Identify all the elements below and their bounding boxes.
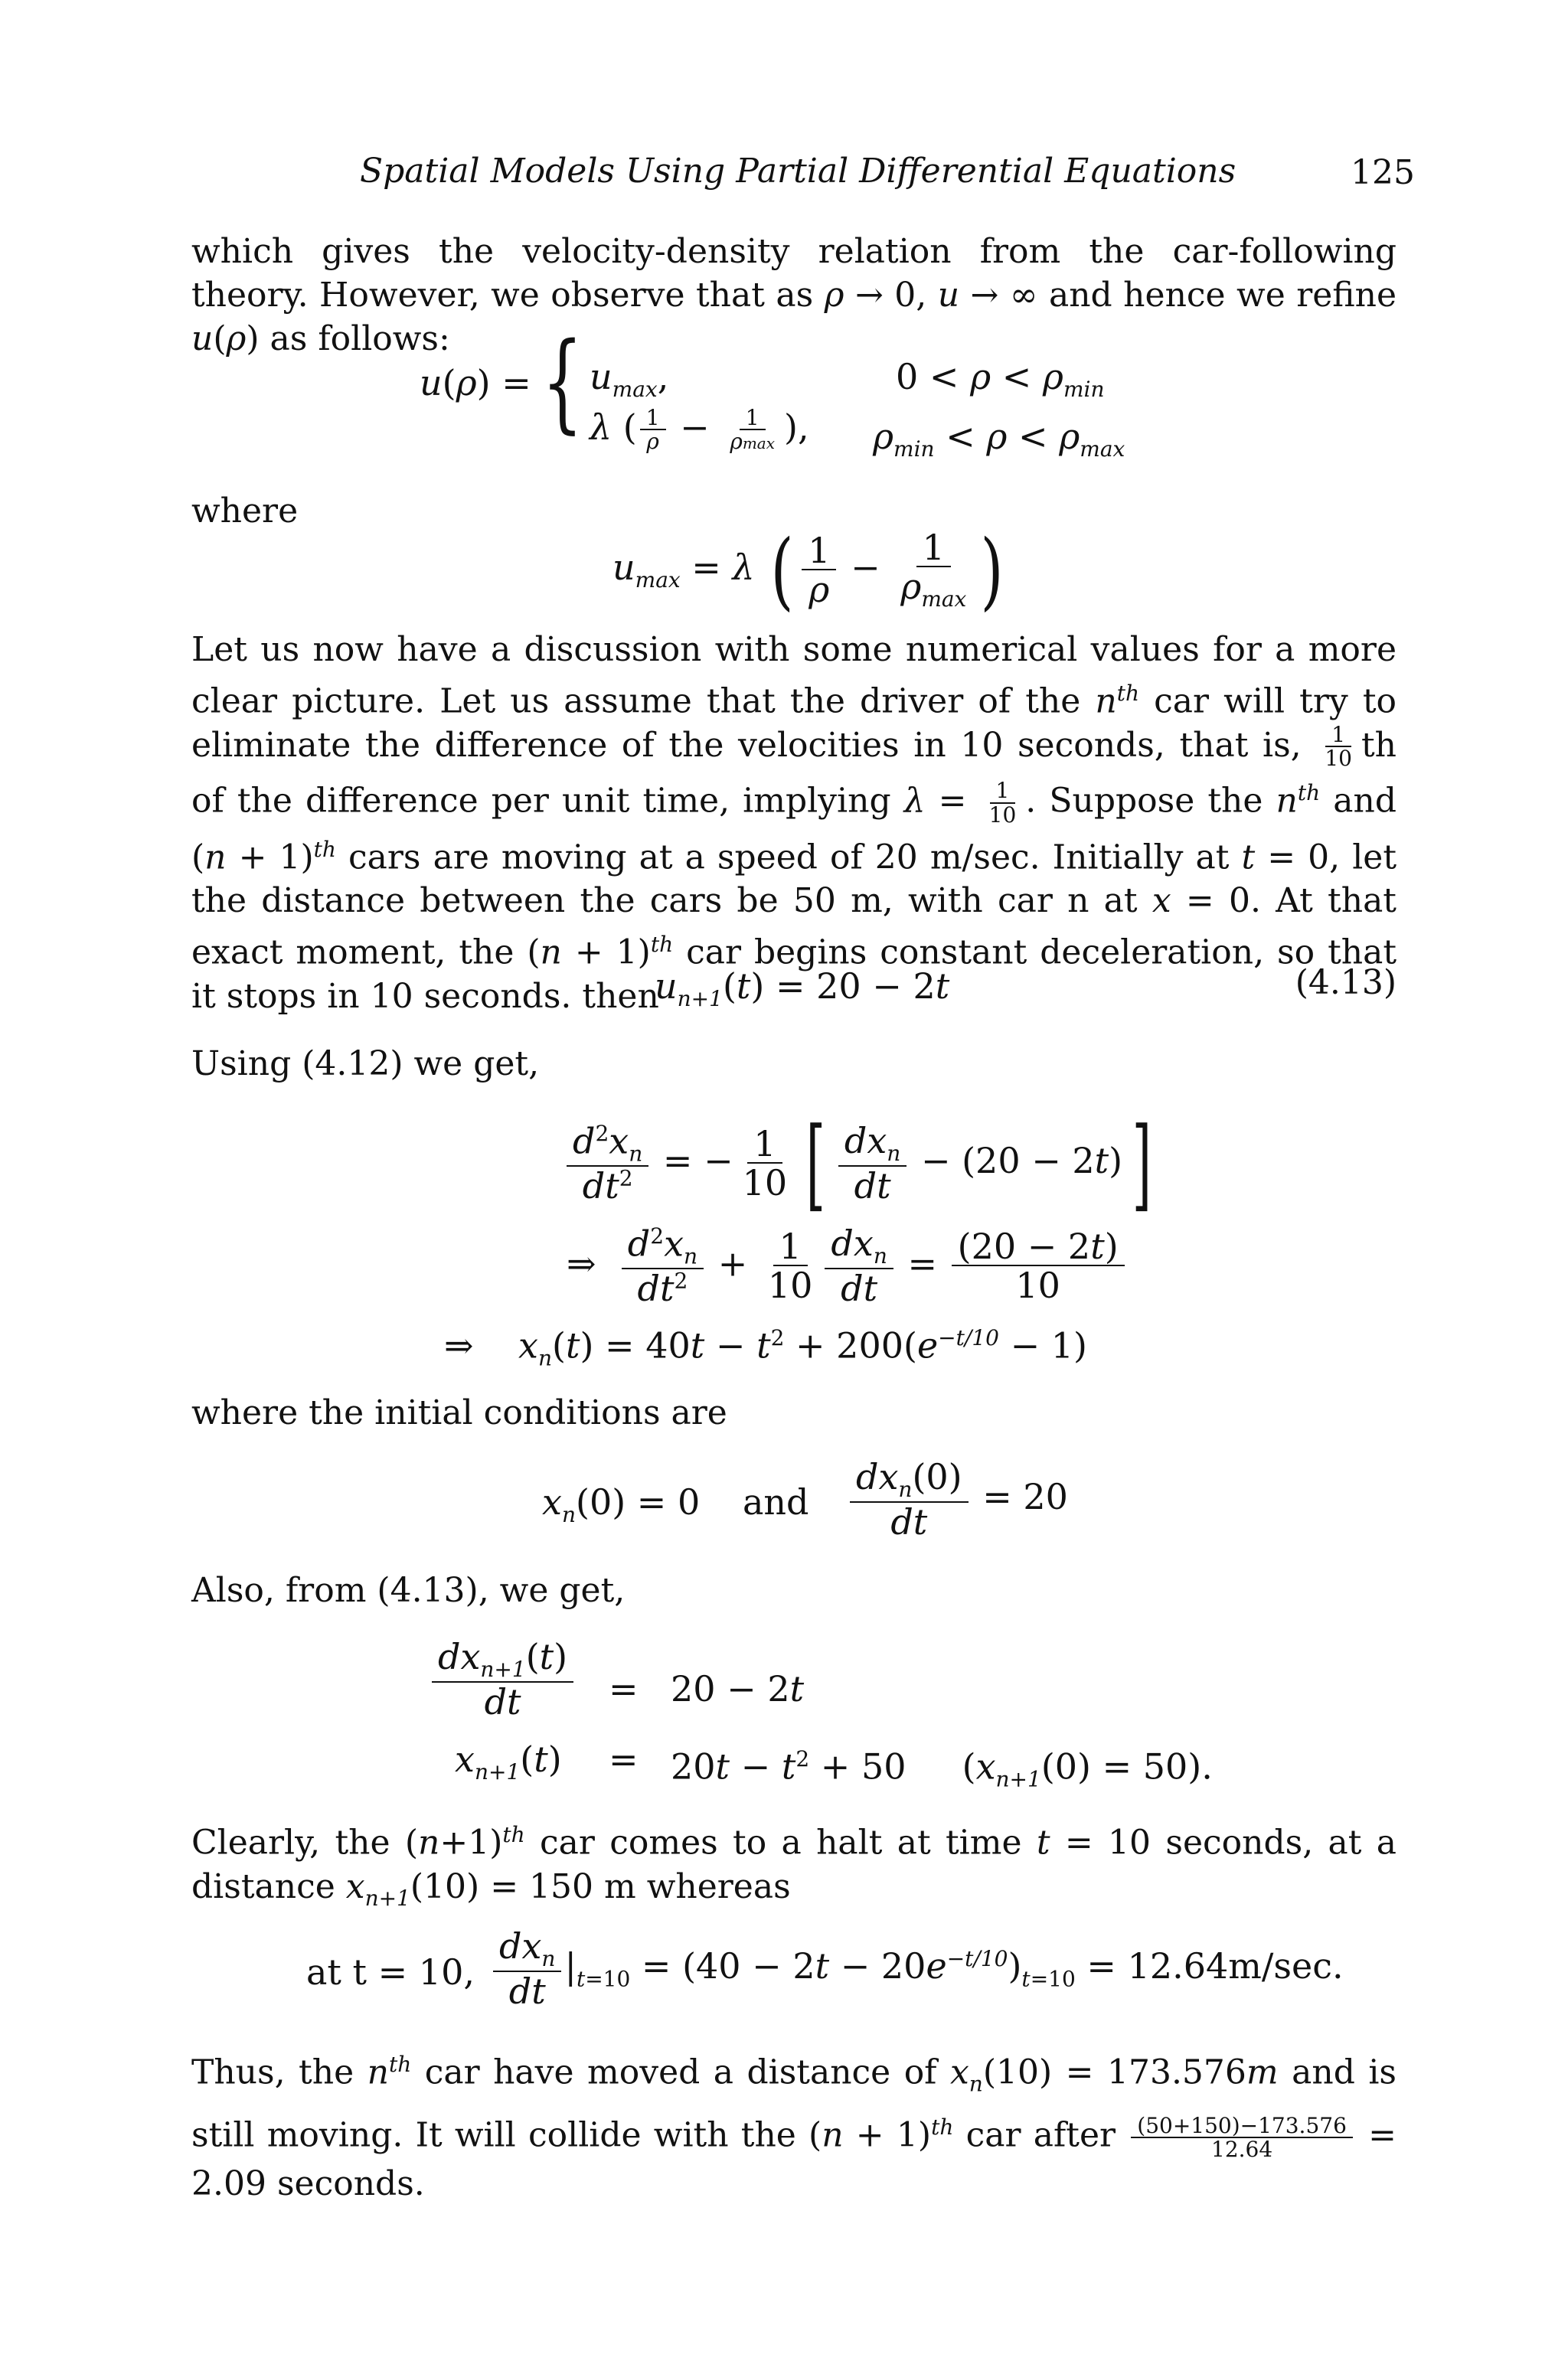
velocity-n1-equation: $\frac{dx_{n+1}(t)}{dt}$ <box>429 1638 577 1721</box>
page-number: 125 <box>1351 153 1415 192</box>
paragraph-halt: Clearly, the $(n+1)^{th}$ car comes to a halt at time t = 10 seconds, at a distance $x_{n+1}(10) = 150$ m whereas <box>191 1822 1396 1911</box>
paragraph-numerical: Let us now have a discussion with some numerical values for a more clear picture. Let us assume that the driver of the $n^{th}$ car will try to eliminate the difference of the velocities in 10 seconds, that is, $\frac{1}{10}$ th of the difference per unit time, implying λ = $\frac{1}{10}$ . Suppose the $n^{th}$ and $(n + 1)^{th}$ cars are moving at a speed of 20 m/sec. Initially at t = 0, let the distance between the cars be 50 m, with car n at x = 0. At that exact moment, the $(n + 1)^{th}$ car begins constant deceleration, so that it stops in 10 seconds. then <box>191 630 1397 1016</box>
ode-solution: ⇒ $x_n(t) = 40t - t^2 + 200(e^{-t/10} - 1)$ <box>444 1324 1087 1371</box>
case1-cond: $0 < \rho < \rho_{min}$ <box>896 356 1105 403</box>
at-t-10-label: at t = 10, <box>306 1951 475 1993</box>
left-brace: { <box>541 320 583 445</box>
ode-line-1: $\frac{d^2x_n}{dt^2}$ = − $\frac{1}{10}$ [ $\frac{dx_n}{dt}$ − (20 − 2t)] <box>564 1114 1161 1213</box>
case2-expr: λ ( $\frac{1}{\rho}$ − $\frac{1}{\rho\max}$ ), <box>590 404 809 455</box>
position-n1-lhs: $x_{n+1}(t)$ <box>455 1739 562 1785</box>
position-n1-rhs: $20t - t^2 + 50$ $(x_{n+1}(0) = 50)$. <box>671 1745 1213 1792</box>
initial-condition-1: $x_n(0) = 0$ <box>542 1481 701 1528</box>
where-label-1: where <box>191 491 299 531</box>
piecewise-lhs: u(ρ) = <box>420 362 531 403</box>
equation-number-4-13: (4.13) <box>1295 963 1396 1002</box>
umax-equation: $u_{max} = \lambda$ ( $\frac{1}{\rho}$ − $\frac{1}{\rho_{max}}$ ) <box>612 521 1004 619</box>
initial-conditions-text: where the initial conditions are <box>191 1393 727 1432</box>
case1-expr: $u_{max}$, <box>590 356 669 403</box>
paragraph-intro: which gives the velocity-density relation from the car-following theory. However, we observe that as ρ → 0, u → ∞ and hence we refine u(ρ) as follows: <box>191 232 1396 358</box>
paragraph-collision: Thus, the $n^{th}$ car have moved a distance of $x_n(10) = 173.576m$ and is still moving. It will collide with the $(n + 1)^{th}$ car after $\frac{(50+150)-173.576}{12.64}$ = 2.09 seconds. <box>191 2052 1397 2203</box>
velocity-n1-rhs: 20 − 2t <box>671 1668 805 1709</box>
running-title: Spatial Models Using Partial Differential Equations <box>360 152 1236 191</box>
using-4-12-text: Using (4.12) we get, <box>191 1044 540 1083</box>
case2-cond: $\rho_{min} < \rho < \rho_{max}$ <box>873 416 1125 462</box>
equation-4-13: $u_{n+1}(t) = 20 - 2t$ <box>655 965 950 1012</box>
velocity-n1-eq-sign: = <box>609 1668 639 1709</box>
position-n1-eq-sign: = <box>609 1739 639 1780</box>
and-word: and <box>743 1481 809 1523</box>
also-from-text: Also, from (4.13), we get, <box>191 1571 626 1610</box>
initial-condition-2: $\frac{dx_n(0)}{dt}$ = 20 <box>847 1458 1068 1541</box>
velocity-at-10: $\frac{dx_n}{dt}$ $|_{t=10} = (40 - 2t - 20e^{-t/10})_{t=10} = 12.64m/\sec$. <box>490 1928 1344 2010</box>
ode-line-2: ⇒ $\frac{d^2x_n}{dt^2}$ + $\frac{1}{10}$ $\frac{dx_n}{dt}$ = $\frac{(20 - 2t)}{10}$ <box>567 1225 1128 1308</box>
